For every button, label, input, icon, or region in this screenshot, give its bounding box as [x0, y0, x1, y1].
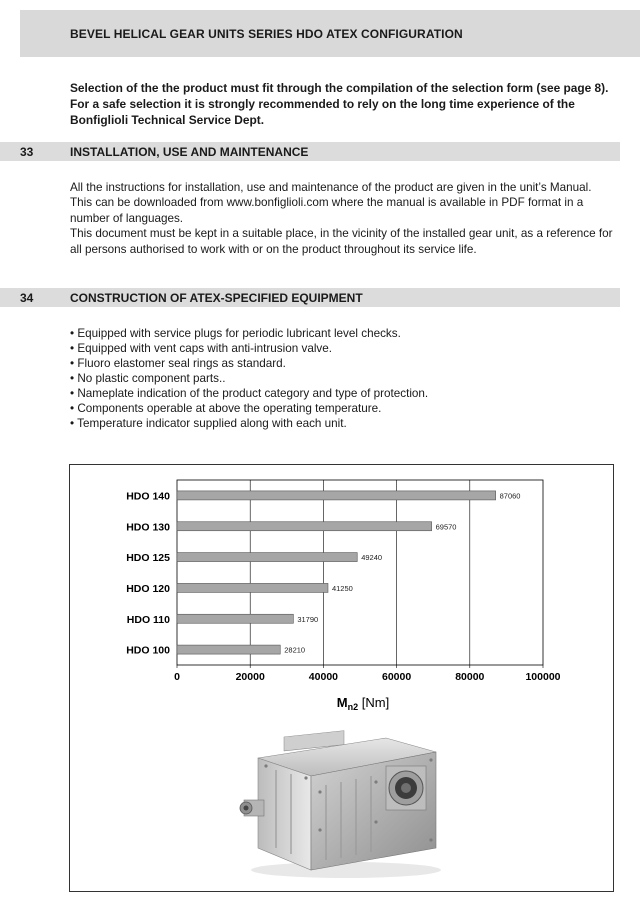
- section-number: 34: [20, 291, 34, 305]
- category-label: HDO 125: [126, 552, 170, 565]
- x-tick-label: 0: [174, 671, 180, 683]
- paragraph: This document must be kept in a suitable place, in the vicinity of the installed gear unit, as a reference for all persons authorised to work with or on the product throughout its service life.: [70, 227, 613, 256]
- paragraph: This can be downloaded from www.bonfiglioli.com where the manual is available in PDF format in a number of languages.: [70, 196, 584, 225]
- x-tick-label: 60000: [381, 671, 412, 683]
- bar: [177, 553, 357, 562]
- category-label: HDO 100: [126, 644, 170, 657]
- list-item: • Components operable at above the operating temperature.: [70, 402, 382, 415]
- bar: [177, 645, 280, 654]
- torque-bar-chart: [70, 465, 613, 725]
- section-33-heading: [0, 142, 620, 161]
- title-band: [20, 10, 640, 57]
- list-item: • Equipped with vent caps with anti-intrusion valve.: [70, 342, 333, 355]
- value-label: 49240: [361, 553, 383, 563]
- bar: [177, 614, 293, 623]
- section-34-heading: [0, 288, 620, 307]
- category-label: HDO 140: [126, 490, 170, 503]
- x-axis-title: $M_{n2}$ [Nm]: [336, 695, 390, 712]
- intro-note: [70, 80, 630, 128]
- intro-line: Bonfiglioli Technical Service Dept.: [70, 113, 265, 127]
- list-item: • Temperature indicator supplied along with each unit.: [70, 417, 347, 430]
- plot-area: [177, 480, 543, 665]
- x-tick-label: 20000: [235, 671, 265, 683]
- page-title: BEVEL HELICAL GEAR UNITS SERIES HDO ATEX CONFIGURATION: [70, 27, 463, 41]
- bar: [177, 583, 328, 592]
- paragraph: All the instructions for installation, use and maintenance of the product are given in the unit’s Manual.: [70, 181, 592, 194]
- section-33-body: [70, 180, 625, 257]
- section-title: CONSTRUCTION OF ATEX-SPECIFIED EQUIPMENT: [70, 291, 363, 305]
- value-label: 28210: [284, 645, 306, 655]
- intro-line: Selection of the the product must fit through the compilation of the selection form (see page 8).: [70, 81, 609, 95]
- gear-unit-photo: [236, 730, 446, 880]
- x-tick-label: 100000: [525, 671, 561, 683]
- section-title: INSTALLATION, USE AND MAINTENANCE: [70, 145, 309, 159]
- x-tick-label: 80000: [455, 671, 485, 683]
- category-label: HDO 110: [126, 613, 170, 626]
- value-label: 31790: [297, 614, 319, 624]
- bar: [177, 522, 432, 531]
- bar: [177, 491, 496, 500]
- list-item: • Fluoro elastomer seal rings as standard.: [70, 357, 286, 370]
- category-label: HDO 130: [126, 521, 170, 534]
- value-label: 41250: [331, 583, 353, 593]
- value-label: 69570: [435, 522, 457, 532]
- feature-list: [70, 326, 610, 431]
- intro-line: For a safe selection it is strongly recommended to rely on the long time experience of the: [70, 97, 575, 111]
- section-number: 33: [20, 145, 34, 159]
- value-label: 87060: [499, 491, 521, 501]
- x-tick-label: 40000: [308, 671, 339, 683]
- list-item: • Equipped with service plugs for periodic lubricant level checks.: [70, 327, 401, 340]
- category-label: HDO 120: [126, 582, 170, 595]
- list-item: • No plastic component parts..: [70, 372, 226, 385]
- list-item: • Nameplate indication of the product category and type of protection.: [70, 387, 429, 400]
